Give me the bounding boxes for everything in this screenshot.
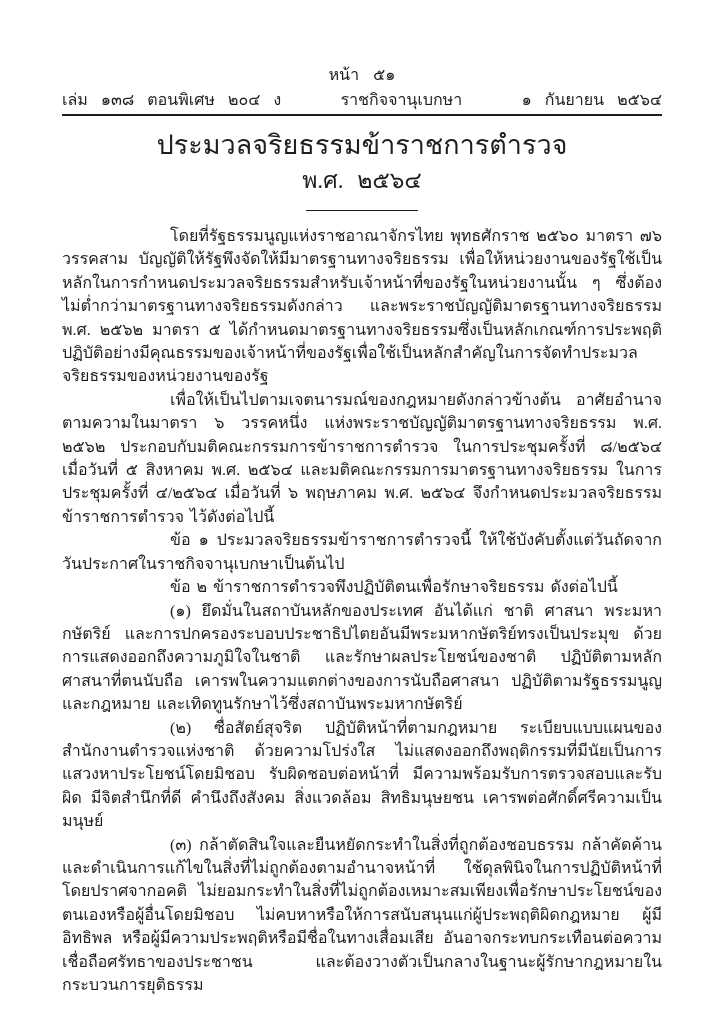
masthead-volume-info: เล่ม ๑๓๘ ตอนพิเศษ ๒๐๔ ง <box>62 92 282 109</box>
header-rule <box>62 114 662 116</box>
paragraph-clause-2: ข้อ ๒ ข้าราชการตำรวจพึงปฏิบัติตนเพื่อรักษาจริยธรรม ดังต่อไปนี้ <box>170 579 618 597</box>
paragraph-clause-2-item-1: (๑) ยึดมั่นในสถาบันหลักของประเทศ อันได้แก่ ชาติ ศาสนา พระมหากษัตริย์ และการปกครองระบอบประชาธิปไตยอันมีพระมหากษัตริย์ทรงเป็นประมุข ด้วยการแสดงออกถึงความภูมิใจในชาติ และรักษาผลประโยชน์ของชาติ ปฏิบัติตามหลักศาสนาที่ตนนับถือ เคารพในความแตกต่างของการนับถือศาสนา ปฏิบัติตามรัฐธรรมนูญและกฎหมาย และเทิดทูนรักษาไว้ซึ่งสถาบันพระมหากษัตริย์ <box>62 602 662 714</box>
document-body <box>62 225 662 997</box>
masthead <box>62 91 662 111</box>
paragraph-clause-2-item-2: (๒) ซื่อสัตย์สุจริต ปฏิบัติหน้าที่ตามกฎหมาย ระเบียบแบบแผนของสำนักงานตำรวจแห่งชาติ ด้วยความโปร่งใส ไม่แสดงออกถึงพฤติกรรมที่มีนัยเป็นการแสวงหาประโยชน์โดยมิชอบ รับผิดชอบต่อหน้าที่ มีความพร้อมรับการตรวจสอบและรับผิด มีจิตสำนึกที่ดี คำนึงถึงสังคม สิ่งแวดล้อม สิทธิมนุษยชน เคารพต่อศักดิ์ศรีความเป็นมนุษย์ <box>62 719 662 831</box>
paragraph-preamble-1: โดยที่รัฐธรรมนูญแห่งราชอาณาจักรไทย พุทธศักราช ๒๕๖๐ มาตรา ๗๖ วรรคสาม บัญญัติให้รัฐพึงจัดให้มีมาตรฐานทางจริยธรรม เพื่อให้หน่วยงานของรัฐใช้เป็นหลักในการกำหนดประมวลจริยธรรมสำหรับเจ้าหน้าที่ของรัฐในหน่วยงานนั้น ๆ ซึ่งต้องไม่ต่ำกว่ามาตรฐานทางจริยธรรมดังกล่าว และพระราชบัญญัติมาตรฐานทางจริยธรรม พ.ศ. ๒๕๖๒ มาตรา ๕ ได้กำหนดมาตรฐานทางจริยธรรมซึ่งเป็นหลักเกณฑ์การประพฤติปฏิบัติอย่างมีคุณธรรมของเจ้าหน้าที่ของรัฐเพื่อใช้เป็นหลักสำคัญในการจัดทำประมวลจริยธรรมของหน่วยงานของรัฐ <box>62 228 662 386</box>
masthead-gazette-name: ราชกิจจานุเบกษา <box>340 92 463 109</box>
masthead-publish-date: ๑ กันยายน ๒๕๖๔ <box>521 92 662 109</box>
document-title: ประมวลจริยธรรมข้าราชการตำรวจ <box>156 130 568 160</box>
paragraph-clause-2-item-3: (๓) กล้าตัดสินใจและยืนหยัดกระทำในสิ่งที่ถูกต้องชอบธรรม กล้าคัดค้านและดำเนินการแก้ไขในสิ่งที่ไม่ถูกต้องตามอำนาจหน้าที่ ใช้ดุลพินิจในการปฏิบัติหน้าที่โดยปราศจากอคติ ไม่ยอมกระทำในสิ่งที่ไม่ถูกต้องเหมาะสมเพียงเพื่อรักษาประโยชน์ของตนเองหรือผู้อื่นโดยมิชอบ ไม่คบหาหรือให้การสนับสนุนแก่ผู้ประพฤติผิดกฎหมาย ผู้มีอิทธิพล หรือผู้มีความประพฤติหรือมีชื่อในทางเสื่อมเสีย อันอาจกระทบกระเทือนต่อความเชื่อถือศรัทธาของประชาชน และต้องวางตัวเป็นกลางในฐานะผู้รักษากฎหมายในกระบวนการยุติธรรม <box>62 836 662 994</box>
paragraph-clause-1: ข้อ ๑ ประมวลจริยธรรมข้าราชการตำรวจนี้ ให้ใช้บังคับตั้งแต่วันถัดจากวันประกาศในราชกิจจานุเบกษาเป็นต้นไป <box>62 532 662 573</box>
document-subtitle: พ.ศ. ๒๕๖๔ <box>302 168 422 193</box>
paragraph-preamble-2: เพื่อให้เป็นไปตามเจตนารมณ์ของกฎหมายดังกล่าวข้างต้น อาศัยอำนาจตามความในมาตรา ๖ วรรคหนึ่ง แห่งพระราชบัญญัติมาตรฐานทางจริยธรรม พ.ศ. ๒๕๖๒ ประกอบกับมติคณะกรรมการข้าราชการตำรวจ ในการประชุมครั้งที่ ๘/๒๕๖๔ เมื่อวันที่ ๕ สิงหาคม พ.ศ. ๒๕๖๔ และมติคณะกรรมการมาตรฐานทางจริยธรรม ในการประชุมครั้งที่ ๔/๒๕๖๔ เมื่อวันที่ ๖ พฤษภาคม พ.ศ. ๒๕๖๔ จึงกำหนดประมวลจริยธรรมข้าราชการตำรวจ ไว้ดังต่อไปนี้ <box>62 391 662 526</box>
page-number-label: หน้า ๕๑ <box>328 67 396 84</box>
title-divider <box>306 210 418 211</box>
